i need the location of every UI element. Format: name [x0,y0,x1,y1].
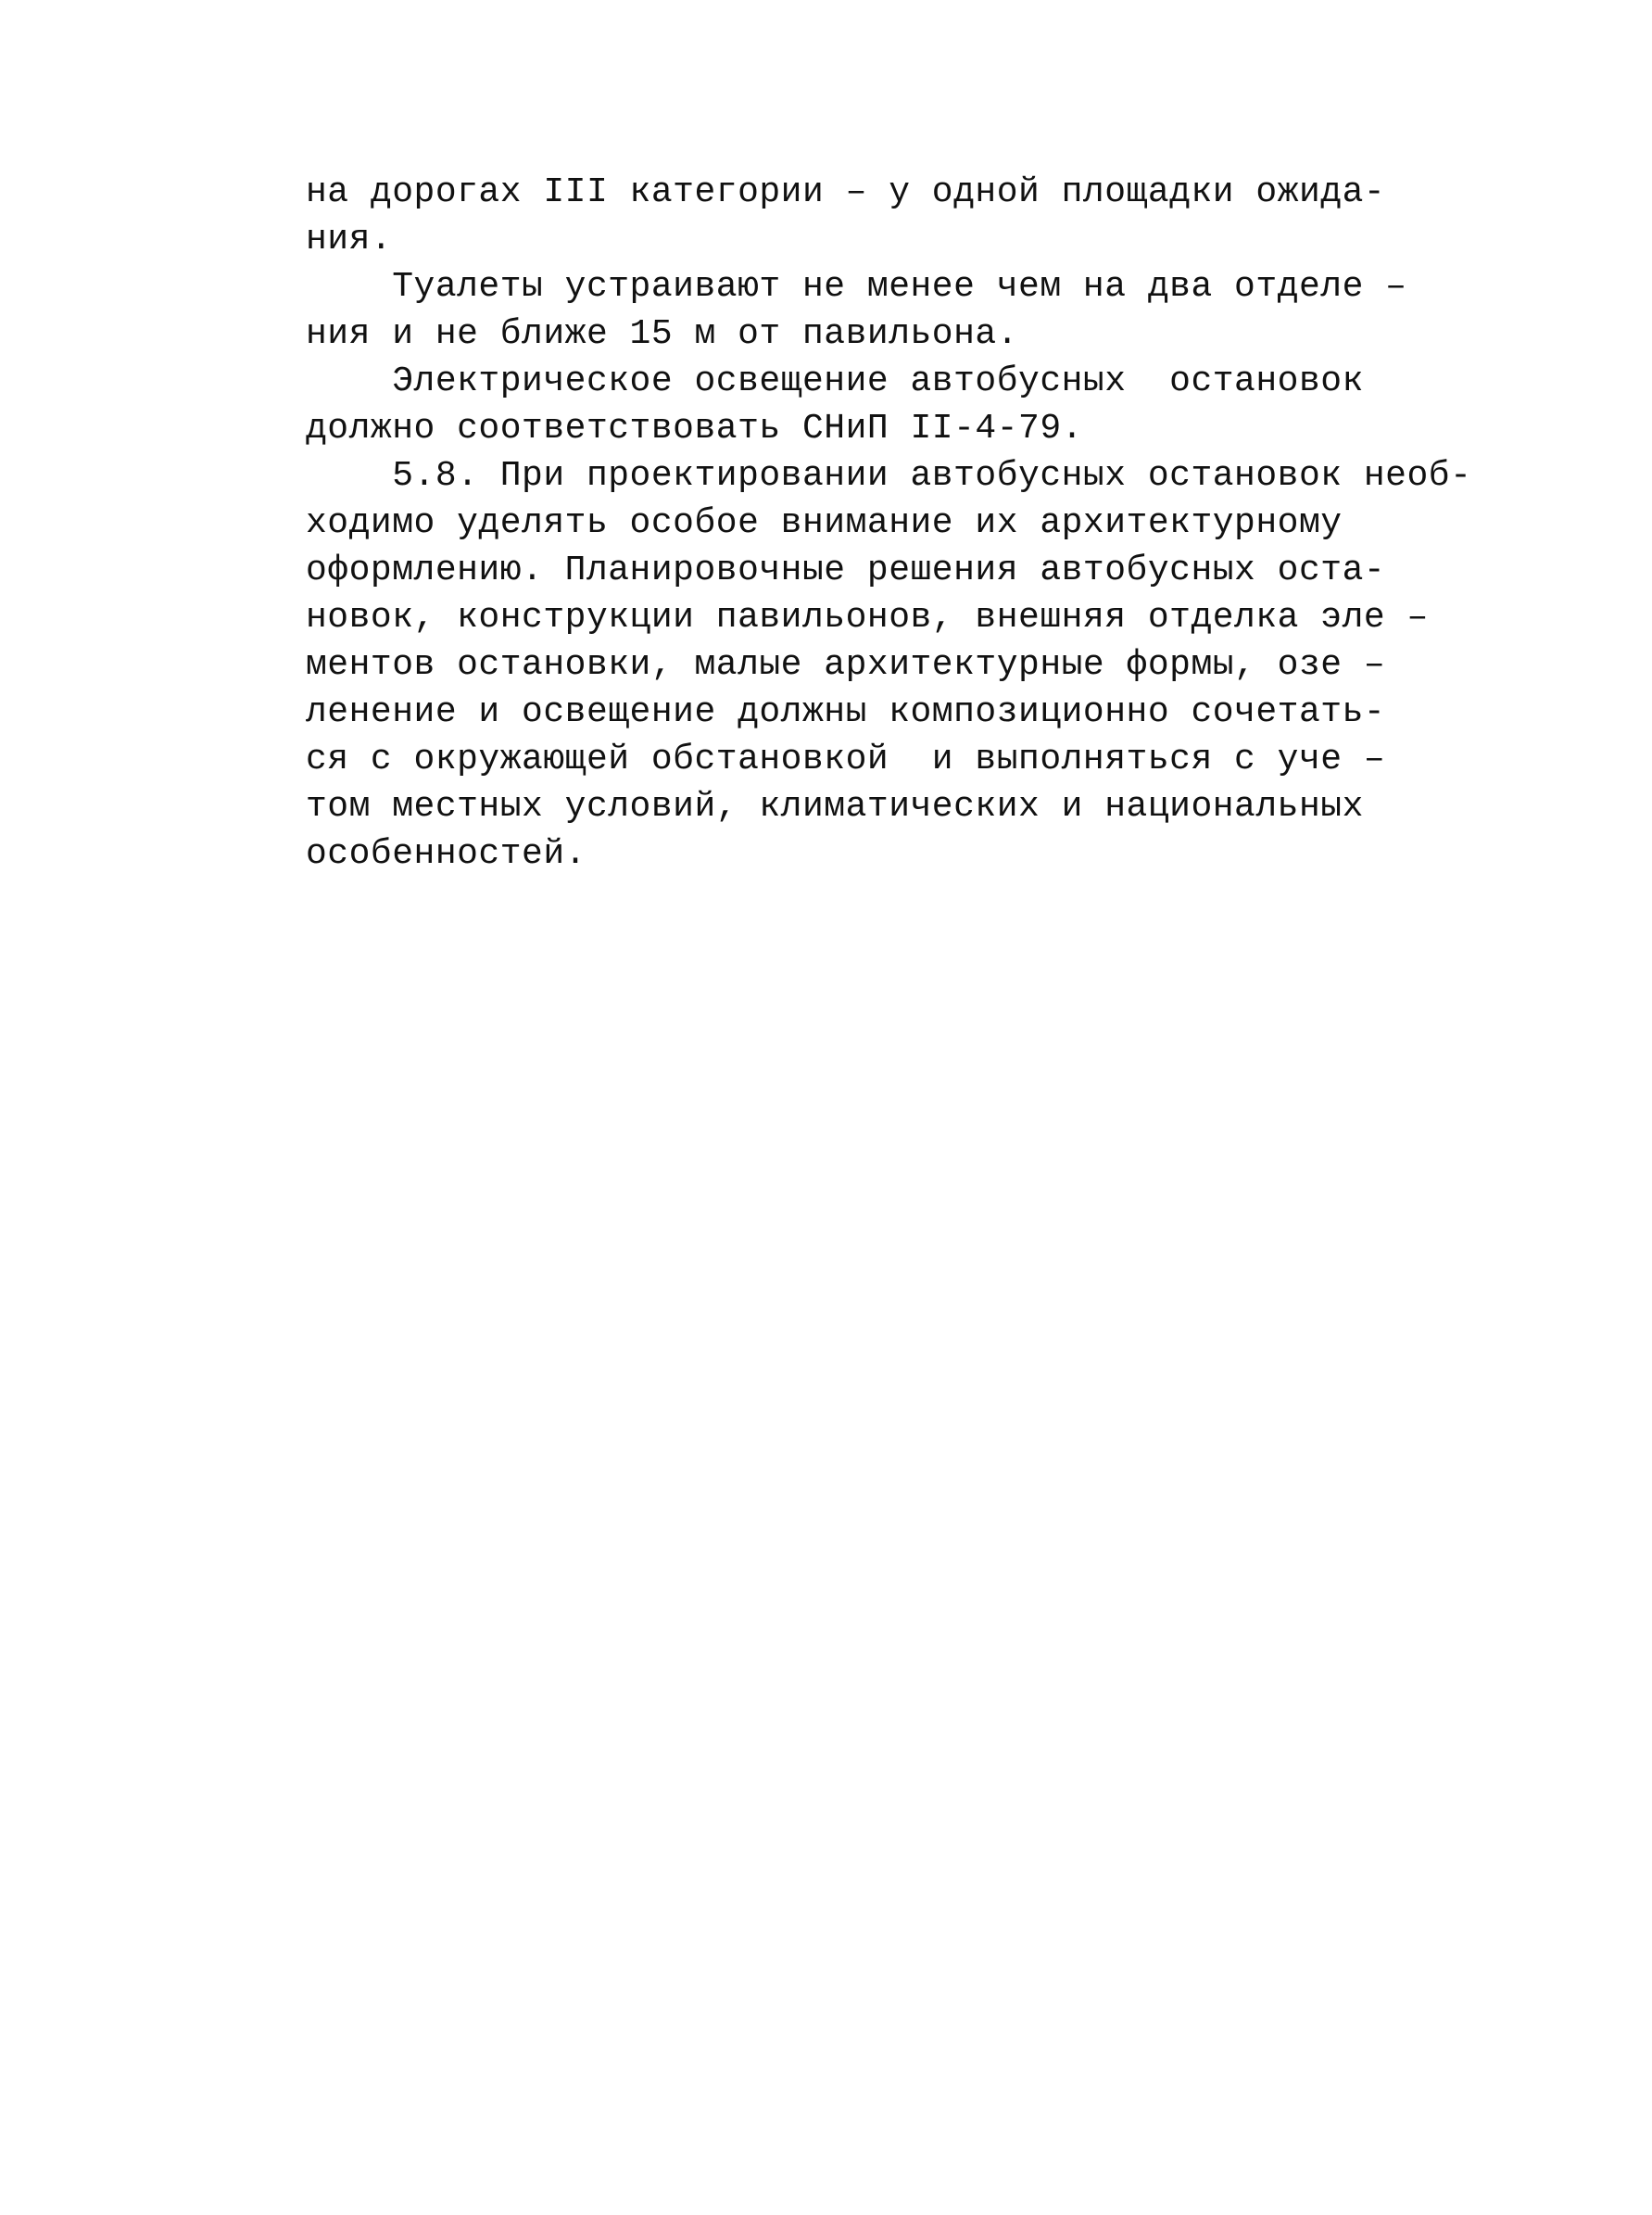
text-line: 5.8. При проектировании автобусных остановок необ- [306,456,1472,496]
text-line: должно соответствовать СНиП II-4-79. [306,409,1083,449]
text-line: ленение и освещение должны композиционно сочетать- [306,692,1386,732]
text-line: особенностей. [306,834,586,874]
text-line: ния. [306,220,393,259]
text-line: том местных условий, климатических и национальных [306,787,1364,827]
text-line: Туалеты устраивают не менее чем на два отделе – [306,267,1407,307]
text-line: на дорогах III категории – у одной площадки ожида- [306,172,1386,212]
text-line: оформлению. Планировочные решения автобусных оста- [306,551,1386,590]
body-text [306,169,1510,878]
text-line: ментов остановки, малые архитектурные формы, озе – [306,645,1386,685]
text-line: ходимо уделять особое внимание их архитектурному [306,503,1343,543]
text-line: новок, конструкции павильонов, внешняя отделка эле – [306,598,1429,638]
text-line: ся с окружающей обстановкой и выполняться с уче – [306,740,1386,779]
text-line: ния и не ближе 15 м от павильона. [306,314,1019,354]
text-line: Электрическое освещение автобусных остановок [306,361,1364,401]
